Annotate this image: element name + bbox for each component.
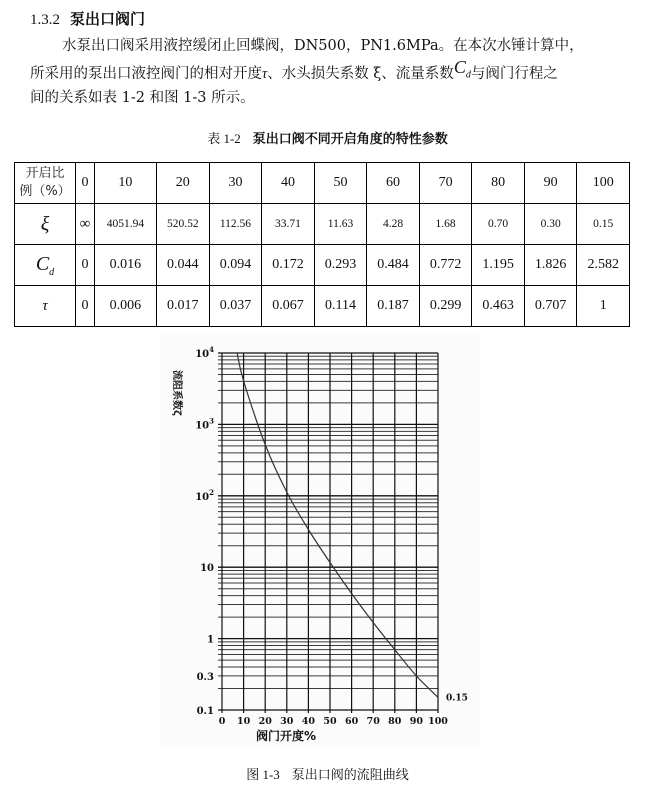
table-cell: 0.067 — [262, 286, 315, 327]
table-row-tau — [15, 286, 630, 327]
y-tick-label: 0.3 — [196, 671, 214, 683]
y-tick-label: 1 — [207, 634, 214, 646]
table-cell: 0.016 — [94, 245, 156, 286]
figure-caption — [0, 764, 655, 783]
table-cell: 0.299 — [419, 286, 472, 327]
table-cell: 0.044 — [156, 245, 209, 286]
chart-svg — [160, 335, 480, 745]
parameters-table — [14, 162, 630, 327]
section-heading — [30, 8, 145, 29]
x-tick-label: 100 — [428, 716, 448, 727]
y-tick-label: $10^2$ — [195, 487, 214, 503]
x-tick-label: 40 — [301, 716, 316, 727]
table-cell: 0.094 — [209, 245, 262, 286]
table-cell: 520.52 — [156, 204, 209, 245]
table-caption-title: 泵出口阀不同开启角度的特性参数 — [252, 132, 448, 147]
table-row-xi — [15, 204, 630, 245]
row-symbol-cd: $C_d$ — [15, 245, 76, 286]
table-cell: 0.707 — [524, 286, 577, 327]
end-value-annotation: 0.15 — [446, 693, 468, 704]
header-cell: 90 — [524, 163, 577, 204]
x-tick-label: 20 — [258, 716, 272, 727]
table-cell: 4051.94 — [94, 204, 156, 245]
table-cell: 0 — [76, 286, 95, 327]
row-symbol-xi: ξ — [15, 204, 76, 245]
header-cell: 50 — [314, 163, 367, 204]
table-cell: 1.826 — [524, 245, 577, 286]
table-cell: ∞ — [76, 204, 95, 245]
section-number: 1.3.2 — [30, 12, 60, 28]
chart-background — [160, 335, 480, 745]
header-label-line-1: 开启比 — [25, 166, 65, 181]
header-cell: 70 — [419, 163, 472, 204]
table-cell: 0.70 — [472, 204, 525, 245]
table-cell: 0.114 — [314, 286, 367, 327]
x-tick-label: 10 — [236, 716, 251, 727]
cd-symbol: $C_d$ — [453, 57, 471, 81]
table-caption — [0, 128, 655, 147]
header-cell: 30 — [209, 163, 262, 204]
x-tick-label: 60 — [344, 716, 359, 727]
tau-symbol: τ — [262, 66, 268, 82]
table-cell: 2.582 — [577, 245, 630, 286]
table-cell: 0.772 — [419, 245, 472, 286]
table-cell: 0.172 — [262, 245, 315, 286]
table-cell: 0.30 — [524, 204, 577, 245]
table-cell: 1.68 — [419, 204, 472, 245]
table-cell: 0.037 — [209, 286, 262, 327]
header-cell: 100 — [577, 163, 630, 204]
header-cell: 20 — [156, 163, 209, 204]
figure-caption-title: 泵出口阀的流阻曲线 — [291, 768, 409, 783]
header-label-cell — [15, 163, 76, 204]
y-tick-label: $10^3$ — [195, 416, 214, 432]
x-tick-label: 90 — [409, 716, 424, 727]
table-cell: 0.15 — [577, 204, 630, 245]
paragraph-text: 与阀门行程之 — [470, 66, 558, 82]
table-cell: 33.71 — [262, 204, 315, 245]
table-cell: 0.484 — [367, 245, 420, 286]
table-cell: 0.187 — [367, 286, 420, 327]
y-tick-label: 10 — [200, 563, 214, 575]
y-tick-label: 0.1 — [196, 706, 214, 717]
header-cell: 80 — [472, 163, 525, 204]
paragraph-line-1: 水泵出口阀采用液控缓闭止回蝶阀，DN500，PN1.6MPa。在本次水锤计算中， — [62, 38, 584, 54]
table-cell: 0.293 — [314, 245, 367, 286]
header-cell: 0 — [76, 163, 95, 204]
table-cell: 1 — [577, 286, 630, 327]
table-cell: 0.463 — [472, 286, 525, 327]
x-axis-label: 阀门开度% — [255, 729, 317, 743]
table-caption-number: 表 1-2 — [207, 131, 241, 146]
header-label-line-2: 例（%） — [19, 184, 71, 199]
table-cell: 0.006 — [94, 286, 156, 327]
table-cell: 1.195 — [472, 245, 525, 286]
y-tick-label: $10^4$ — [195, 345, 214, 360]
x-tick-label: 50 — [323, 716, 337, 727]
header-cell: 10 — [94, 163, 156, 204]
table-cell: 0.017 — [156, 286, 209, 327]
table-cell: 4.28 — [367, 204, 420, 245]
table-cell: 112.56 — [209, 204, 262, 245]
paragraph-line-3: 间的关系如表 1-2 和图 1-3 所示。 — [30, 90, 255, 106]
header-cell: 40 — [262, 163, 315, 204]
section-title: 泵出口阀门 — [70, 10, 146, 28]
y-axis-label: 流阻系数ζ — [171, 370, 182, 416]
table-cell: 11.63 — [314, 204, 367, 245]
table-cell: 0 — [76, 245, 95, 286]
row-symbol-tau: τ — [15, 286, 76, 327]
x-tick-label: 70 — [366, 716, 380, 727]
table-header-row — [15, 163, 630, 204]
flow-resistance-chart — [160, 335, 480, 745]
paragraph-text: 所采用的泵出口液控阀门的相对开度 — [30, 66, 262, 82]
x-tick-label: 30 — [280, 716, 294, 727]
header-cell: 60 — [367, 163, 420, 204]
table-row-cd — [15, 245, 630, 286]
figure-caption-number: 图 1-3 — [246, 767, 280, 782]
paragraph-text: 、水头损失系数 ξ、流量系数 — [267, 66, 454, 82]
x-tick-label: 80 — [388, 716, 402, 727]
x-tick-label: 0 — [218, 716, 226, 727]
